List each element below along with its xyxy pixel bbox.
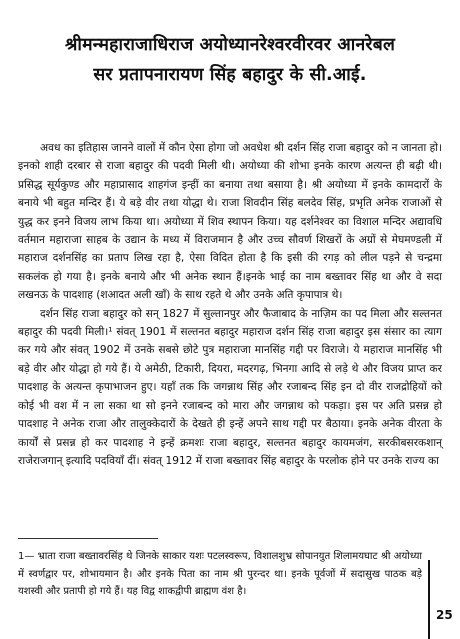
body-text: [18, 139, 442, 470]
paragraph-2: दर्शन सिंह राजा बहादुर को सन् 1827 में सुल्तानपुर और फैजाबाद के नाज़िम का पद मिला और सल्तनत बहादुर की पदवी मिली।¹ संवत् 1901 में सल्तनत बहादुर महाराज दर्शन सिंह राजा बहादुर इस संसार का त्याग कर गये और संवत् 1902 में उनके सबसे छोटे पुत्र महाराजा मानसिंह गद्दी पर विराजे। ये महाराज मानसिंह भी बड़े वीर और योद्धा हो गये हैं। ये अमेठी, टिकारी, दियरा, मदरगढ़, भिनगा आदि से लड़े थे और विजय प्राप्त कर पादशाह के अत्यन्त कृपाभाजन हुए। यहाँ तक कि जगन्नाथ सिंह और रजाबन्द सिंह इन दो वीर राजद्रोहियों को कोई भी वश में न ला सका था सो इनने रजाबन्द को मारा और जगन्नाथ को पकड़ा। इस पर अति प्रसन्न हो पादशाह ने अनेक राजा और तालुक्केदारों के देखते ही इन्हें अपने साथ गद्दी पर बैठाया। इनके अनेक वीरता के कार्यों से प्रसन्न हो कर पादशाह ने इन्हें क्रमशः राजा बहादुर, सल्तनत बहादुर कायमजंग, सरकीबसरकशान् राजेराजगान् इत्यादि पदवियाँ दीं। संवत् 1912 में राजा बख्तावर सिंह बहादुर के परलोक होने पर उनके राज्य का: [18, 307, 442, 467]
paragraph-1: अवध का इतिहास जानने वालों में कौन ऐसा होगा जो अवधेश श्री दर्शन सिंह राजा बहादुर को न जानता हो। इनको शाही दरबार से राजा बहादुर की पदवी मिली थी। अयोध्या की शोभा इनके कारण अत्यन्त ही बढ़ी थी। प्रसिद्ध सूर्यकुण्ड और महाप्रासाद शाहगंज इन्हीं का बनाया तथा बसाया है। श्री अयोध्या में इनके कामदारों के बनाये भी बहुत मन्दिर हैं। ये बड़े वीर तथा योद्धा थे। राजा शिवदीन सिंह बलदेव सिंह, प्रभृति अनेक राजाओं से युद्ध कर इनने विजय लाभ किया था। अयोध्या में शिव स्थापन किया। यह दर्शनेश्वर का विशाल मन्दिर अद्यावधि वर्तमान महाराजा साहब के उद्यान के मध्य में विराजमान है और उच्च सौवर्ण शिखरों के अग्रों से मेघमण्डली में महाराज दर्शनसिंह का प्रताप लिख रहा है, ऐसा विदित होता है कि इसी की रगड़ को लील पड़ने से चन्द्रमा सकलंक हो गया है। इनके बनाये और भी अनेक स्थान हैं।इनके भाई का नाम बख्तावर सिंह था और वे सदा लखनऊ के पादशाह (शआदत अली खाँ) के साथ रहते थे और उनके अति कृपापात्र थे।: [18, 142, 442, 302]
page-number: 25: [436, 608, 453, 622]
footnote: 1— भ्राता राजा बख्तावरसिंह थे जिनके साकार यशः पटलस्वरूप, विशालशुभ्र सोपानयुत शिलामयघाट श्री अयोध्या में स्वर्णद्वार पर, शोभायमान है। और इनके पिता का नाम श्री पुरन्दर था। इनके पूर्वजों में सदासुख पाठक बड़े यशस्वी और प्रतापी हो गये हैं। यह विद्व शाकद्वीपी ब्राह्मण वंश है।: [18, 551, 422, 597]
page-margin-line: [428, 560, 430, 639]
title-line-2: सर प्रतापनारायण सिंह बहादुर के सी.आई.: [93, 65, 367, 85]
page-title: [14, 30, 446, 90]
footnote-divider: [18, 538, 158, 539]
title-line-1: श्रीमन्महाराजाधिराज अयोध्यानरेश्वरवीरवर आनरेबल: [64, 35, 396, 55]
